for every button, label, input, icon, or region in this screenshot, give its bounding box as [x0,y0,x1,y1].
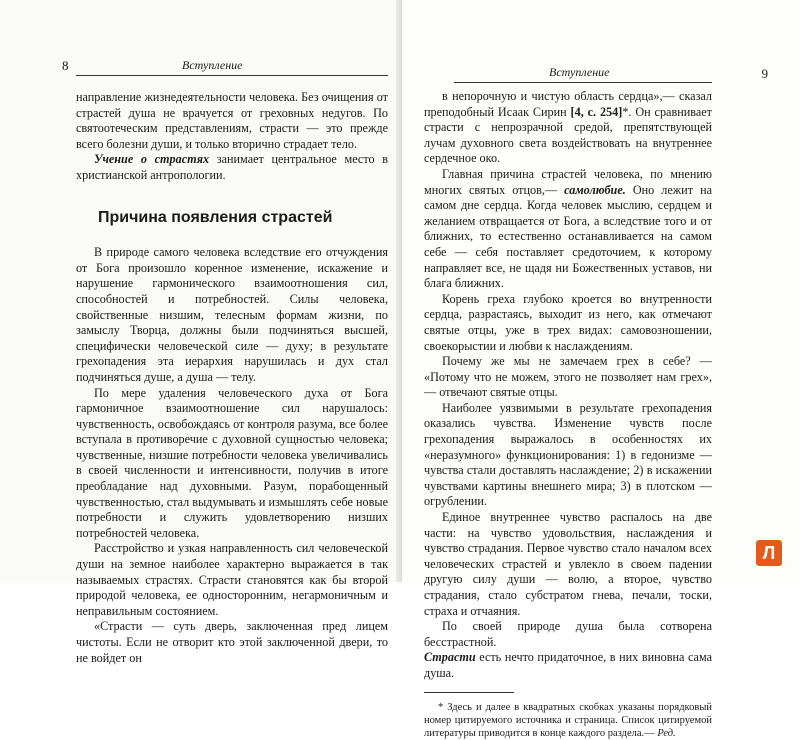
footnote [424,701,712,740]
paragraph-text: есть нечто придаточное, в них виновна сама душа. [424,650,712,680]
paragraph [424,167,712,292]
paragraph: Наиболее уязвимыми в результате грехопадения оказались чувства. Изменение чувств после грехопадения выражалось в особенностях их «неразумного» функционирования: 1) в гедонизме — чувства стали доставлять наслаждение; 2) в искажении чувствами картины внешнего мира; 3) в плотском — огрублении. [424,400,712,509]
running-head: Вступление [182,58,243,72]
left-page [0,0,402,665]
paragraph: По мере удаления человеческого духа от Бога гармоничное взаимоотношение сил нарушалось: чувственность, освобождаясь от контроля разума, все более вступала в противоречие с духовной сущностью человека; чувственные, низшие потребности человека увеличивались в своей численности и интенсивности, получив в итоге преобладание над духовными. Разум, порабощенный чувственностью, стал выдумывать и измышлять себе новые потребности и служить удовлетворению низших потребностей человека. [76,385,388,540]
paragraph: Расстройство и узкая направленность сил человеческой души на земное наиболее характерно выражается в так называемых страстях. Страсти становятся как бы второй природой человека, ее односторонним, негармоничным и неправильным состоянием. [76,541,388,618]
running-head: Вступление [549,65,610,79]
paragraph: Почему же мы не замечаем грех в себе? — «Потому что не можем, этого не позволяет нам грех»,— отвечают святые отцы. [424,354,712,400]
right-page-header [454,62,768,83]
paragraph: Единое внутреннее чувство распалось на две части: на чувство удовольствия, наслаждения и чувство страдания. Первое чувство стало началом всех человеческих страстей и увлекло в своем падении другую силу души — волю, а второе, чувство страдания, стало субстратом гнева, печали, тоски, страха и отчаяния. [424,510,712,618]
paragraph: По своей природе душа была сотворена бесстрастной. [424,619,712,649]
publisher-logo-icon: Л [756,540,782,566]
paragraph [76,152,388,183]
paragraph-text: в непорочную и чистую область сердца»,— сказал преподобный Исаак Сирин [424,89,712,119]
paragraph-text: Оно лежит на самом дне сердца. Когда человек мыслию, сердцем и желанием отвращается от Бога, а вследствие того и от ближних, то естественно останавливается на самом себе — себя поставляет средоточием, к которому направляет все, не щадя ни Божественных уставов, ни блага ближних. [424,182,712,291]
left-page-header [62,55,388,76]
page-number: 9 [761,66,768,81]
right-page [402,0,800,739]
emphasis: Учение о страстях [94,152,210,167]
paragraph [424,89,712,167]
paragraph-text: занимает центральное место в христианской антропологии. [76,152,388,182]
paragraph: В природе самого человека вследствие его отчуждения от Бога произошло коренное изменение, искажение и нарушение гармонического взаимоотношения сил, способностей и потребностей. Силы человека, свойственные низшим, телесным формам жизни, по замыслу Творца, должны были подчиняться высшей, специфически человеческой силе — духу; в результате грехопадения эта иерархия нарушилась и дух стал подчиняться душе, а душа — телу. [76,245,388,384]
paragraph-text: Главная причина страстей человека, по мнению многих святых отцов,— [424,166,712,197]
paragraph [424,650,712,681]
page-number: 8 [62,58,69,73]
paragraph: «Страсти — суть дверь, заключенная пред лицем чистоты. Если не отворит кто этой заключенной двери, то не войдет он [76,619,388,665]
emphasis: Страсти [424,650,476,665]
paragraph: Корень греха глубоко кроется во внутренности сердца, разрастаясь, выходит из него, как отмечают святые отцы, уже в трех видах: самовозношении, своекорыстии и любви к наслаждениям. [424,291,712,353]
emphasis: самолюбие. [564,182,626,197]
paragraph: направление жизнедеятельности человека. Без очищения от страстей душа не врачуется от греховных недугов. По святоотеческим представлениям, страсти — это прежде всего болезни души, и только вторично страдает тело. [76,90,388,151]
paragraph-text: *. Он сравнивает страсти с непрозрачной средой, препятствующей лучам духовного света воздействовать на внутреннее сердечное око. [424,104,712,166]
footnote-editor-mark: Ред. [657,727,676,739]
footnote-text: * Здесь и далее в квадратных скобках указаны порядковый номер цитируемого источника и страница. Список цитируемой литературы приводится в конце каждого раздела.— [424,701,712,739]
section-heading: Причина появления страстей [98,208,333,226]
left-page-body [76,90,388,666]
citation-ref: [4, с. 254] [570,104,623,119]
footnote-rule [424,692,514,693]
right-page-body [424,89,712,740]
